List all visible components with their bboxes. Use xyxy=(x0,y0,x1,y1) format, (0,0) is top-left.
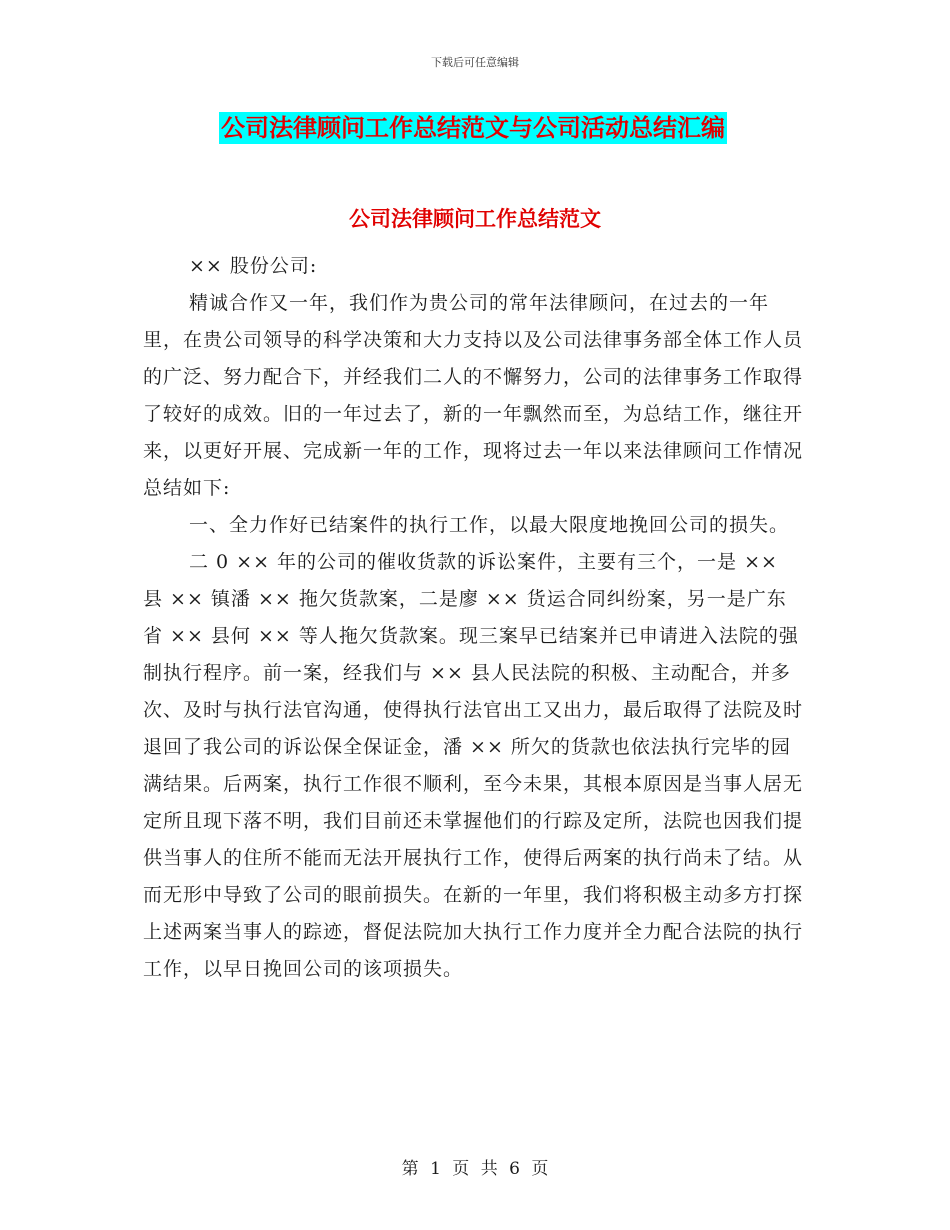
total-label: 共 xyxy=(480,1159,498,1179)
page-number: 1 xyxy=(430,1159,441,1179)
page-label-suffix: 页 xyxy=(531,1159,549,1179)
document-main-title: 公司法律顾问工作总结范文与公司活动总结汇编 xyxy=(221,114,725,142)
total-pages: 6 xyxy=(509,1159,520,1179)
document-sub-title: 公司法律顾问工作总结范文 xyxy=(349,207,601,231)
page-footer xyxy=(0,1154,950,1179)
header-note: 下载后可任意编辑 xyxy=(431,56,519,69)
page-label-mid: 页 xyxy=(452,1159,470,1179)
page-label-prefix: 第 xyxy=(401,1159,419,1179)
paragraph: 二 0 ×× 年的公司的催收货款的诉讼案件，主要有三个，一是 ×× 县 ×× 镇潘 ×× 拖欠货款案，二是廖 ×× 货运合同纠纷案，另一是广东省 ×× 县何 ×× 等人拖欠货款案。现三案早已结案并已申请进入法院的强制执行程序。前一案，经我们与 ×× 县人民法院的积极、主动配合，并多次、及时与执行法官沟通，使得执行法官出工又出力，最后取得了法院及时退回了我公司的诉讼保全保证金，潘 ×× 所欠的货款也依法执行完毕的园满结果。后两案，执行工作很不顺利，至今未果，其根本原因是当事人居无定所且现下落不明，我们目前还未掌握他们的行踪及定所，法院也因我们提供当事人的住所不能而无法开展执行工作，使得后两案的执行尚未了结。从而无形中导致了公司的眼前损失。在新的一年里，我们将积极主动多方打探上述两案当事人的踪迹，督促法院加大执行工作力度并全力配合法院的执行工作，以早日挽回公司的该项损失。 xyxy=(143,551,804,980)
salutation: ×× 股份公司: xyxy=(189,255,318,277)
document-body xyxy=(143,248,803,988)
paragraph: 精诚合作又一年，我们作为贵公司的常年法律顾问，在过去的一年里，在贵公司领导的科学决策和大力支持以及公司法律事务部全体工作人员的广泛、努力配合下，并经我们二人的不懈努力，公司的法律事务工作取得了较好的成效。旧的一年过去了，新的一年飘然而至，为总结工作，继往开来，以更好开展、完成新一年的工作，现将过去一年以来法律顾问工作情况总结如下: xyxy=(143,292,804,499)
paragraph: 一、全力作好已结案件的执行工作，以最大限度地挽回公司的损失。 xyxy=(189,514,790,536)
